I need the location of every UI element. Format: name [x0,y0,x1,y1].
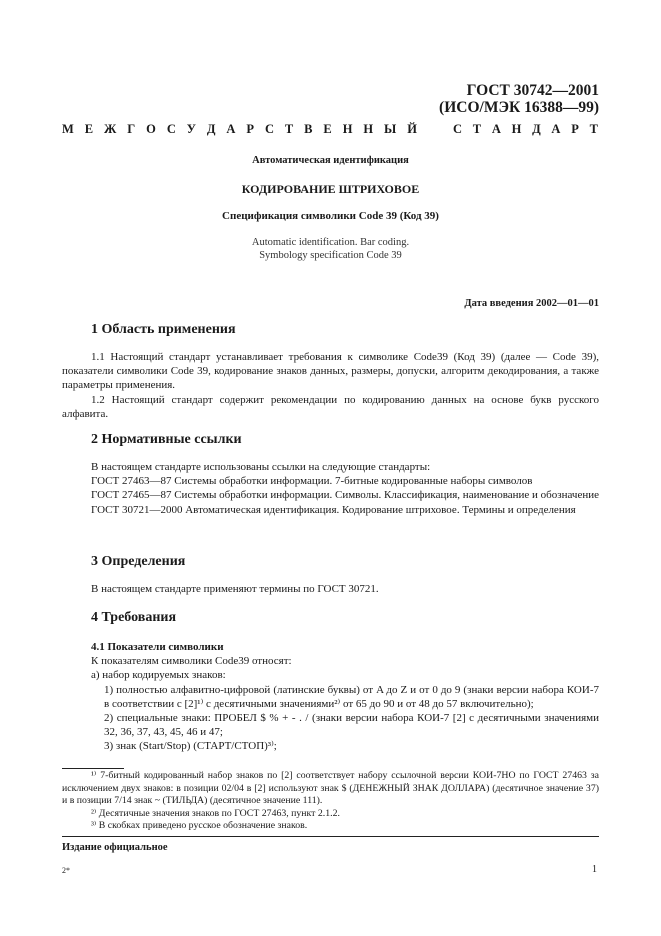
banner-letter: М [62,122,74,136]
reference-gost-27465: ГОСТ 27465—87 Системы обработки информации. Символы. Классификация, наименование и обозначение [91,489,600,502]
title-english-1: Automatic identification. Bar coding. [251,237,410,248]
section-4-heading: 4 Требования [91,610,177,625]
section-2-heading: 2 Нормативные ссылки [91,432,242,447]
section-4-body [62,640,599,754]
banner-letter: Й [407,122,417,136]
footnote-1: ¹⁾ 7-битный кодированный набор знаков по [2] соответствует набору ссылочной версии КОИ-7НО по ГОСТ 27463 за исключением двух знаков: в позиции 02/04 в [2] используют знак $ (ДЕНЕЖНЫЙ ЗНАК ДОЛЛАРА) (десятичное значение 37) и в позиции 7/14 знак ~ (ТИЛЬДА) (десятичное значение 111). [62,770,599,806]
section-2-body [62,460,599,517]
title-english-2: Symbology specification Code 39 [259,250,402,261]
footnote-2: ²⁾ Десятичные значения знаков по ГОСТ 27463, пункт 2.1.2. [91,807,340,819]
banner-word-standard [453,122,598,137]
banner-letter: А [491,122,501,136]
section-1-heading: 1 Область применения [91,322,236,337]
section-2-paragraph-1: В настоящем стандарте использованы ссылки на следующие стандарты: [91,461,431,473]
reference-gost-30721: ГОСТ 30721—2000 Автоматическая идентификация. Кодирование штриховое. Термины и определения [91,503,576,516]
page-number: 1 [592,864,597,875]
footnotes [62,770,599,833]
banner-letter: Т [472,122,482,136]
banner-letter: Ы [384,122,397,136]
list-item-a: а) набор кодируемых знаков: [91,669,226,682]
sheet-mark: 2* [62,866,70,875]
title-subtitle: Спецификация символики Code 39 (Код 39) [222,210,439,222]
list-subitem-3: 3) знак (Start/Stop) (СТАРТ/СТОП)³⁾; [104,740,277,753]
footnote-divider [62,768,124,769]
gost-number: ГОСТ 30742—2001 [466,82,599,99]
banner-letter: В [304,122,313,136]
section-1-paragraph-1: 1.1 Настоящий стандарт устанавливает требования к символике Code39 (Код 39) (далее — Code 39), показатели символики Code 39, кодирование знаков данных, размеры, допуски, алгоритм декодирования, а также параметры применения. [62,351,599,392]
banner-letter: А [551,122,561,136]
banner-letter: Н [363,122,374,136]
footer-divider [62,836,599,837]
banner-letter: Р [571,122,579,136]
list-subitem-2: 2) специальные знаки: ПРОБЕЛ $ % + - . / (знаки версии набора КОИ-7 [2] с десятичными значениями 32, 36, 37, 43, 45, 46 и 47; [104,712,599,739]
section-3-heading: 3 Определения [91,554,186,569]
date-introduced: Дата введения 2002—01—01 [464,298,599,309]
banner-letter: А [226,122,236,136]
banner-letter: Ж [104,122,117,136]
banner-letter: Н [511,122,522,136]
banner-letter: Г [127,122,136,136]
section-4-paragraph-1: К показателям символики Code39 относят: [91,655,292,668]
banner-letter: У [186,122,196,136]
banner-letter: Д [206,122,216,136]
banner-letter: Т [589,122,598,136]
title-main: КОДИРОВАНИЕ ШТРИХОВОЕ [241,182,420,196]
banner-word-interstate [62,122,417,137]
banner-letter: Е [323,122,332,136]
footnote-3: ³⁾ В скобках приведено русское обозначение знаков. [91,820,308,831]
section-1-paragraph-2: 1.2 Настоящий стандарт содержит рекомендации по кодированию данных на основе букв русского алфавита. [62,393,599,420]
banner-letter: С [264,122,274,136]
banner-letter: С [453,122,463,136]
banner-letter: Р [246,122,255,136]
official-edition-label: Издание официальное [62,842,168,853]
reference-gost-27463: ГОСТ 27463—87 Системы обработки информации. 7-битные кодированные наборы символов [91,475,533,488]
section-3-paragraph-1: В настоящем стандарте применяют термины по ГОСТ 30721. [91,583,379,595]
standard-banner [62,122,598,137]
banner-letter: Е [84,122,94,136]
subsection-4-1-heading: 4.1 Показатели символики [91,641,224,653]
iso-number: (ИСО/МЭК 16388—99) [439,99,599,116]
banner-letter: Т [284,122,294,136]
section-1-body [62,350,599,421]
banner-letter: О [146,122,156,136]
list-subitem-1: 1) полностью алфавитно-цифровой (латинские буквы) от A до Z и от 0 до 9 (знаки версии набора КОИ-7 в соответствии с [2]¹⁾ с десятичными значениями²⁾ от 65 до 90 и от 48 до 57 включительно); [104,683,599,710]
banner-letter: С [166,122,176,136]
title-category: Автоматическая идентификация [252,155,409,166]
banner-letter: Н [342,122,353,136]
section-3-body [62,582,599,596]
banner-letter: Д [532,122,541,136]
